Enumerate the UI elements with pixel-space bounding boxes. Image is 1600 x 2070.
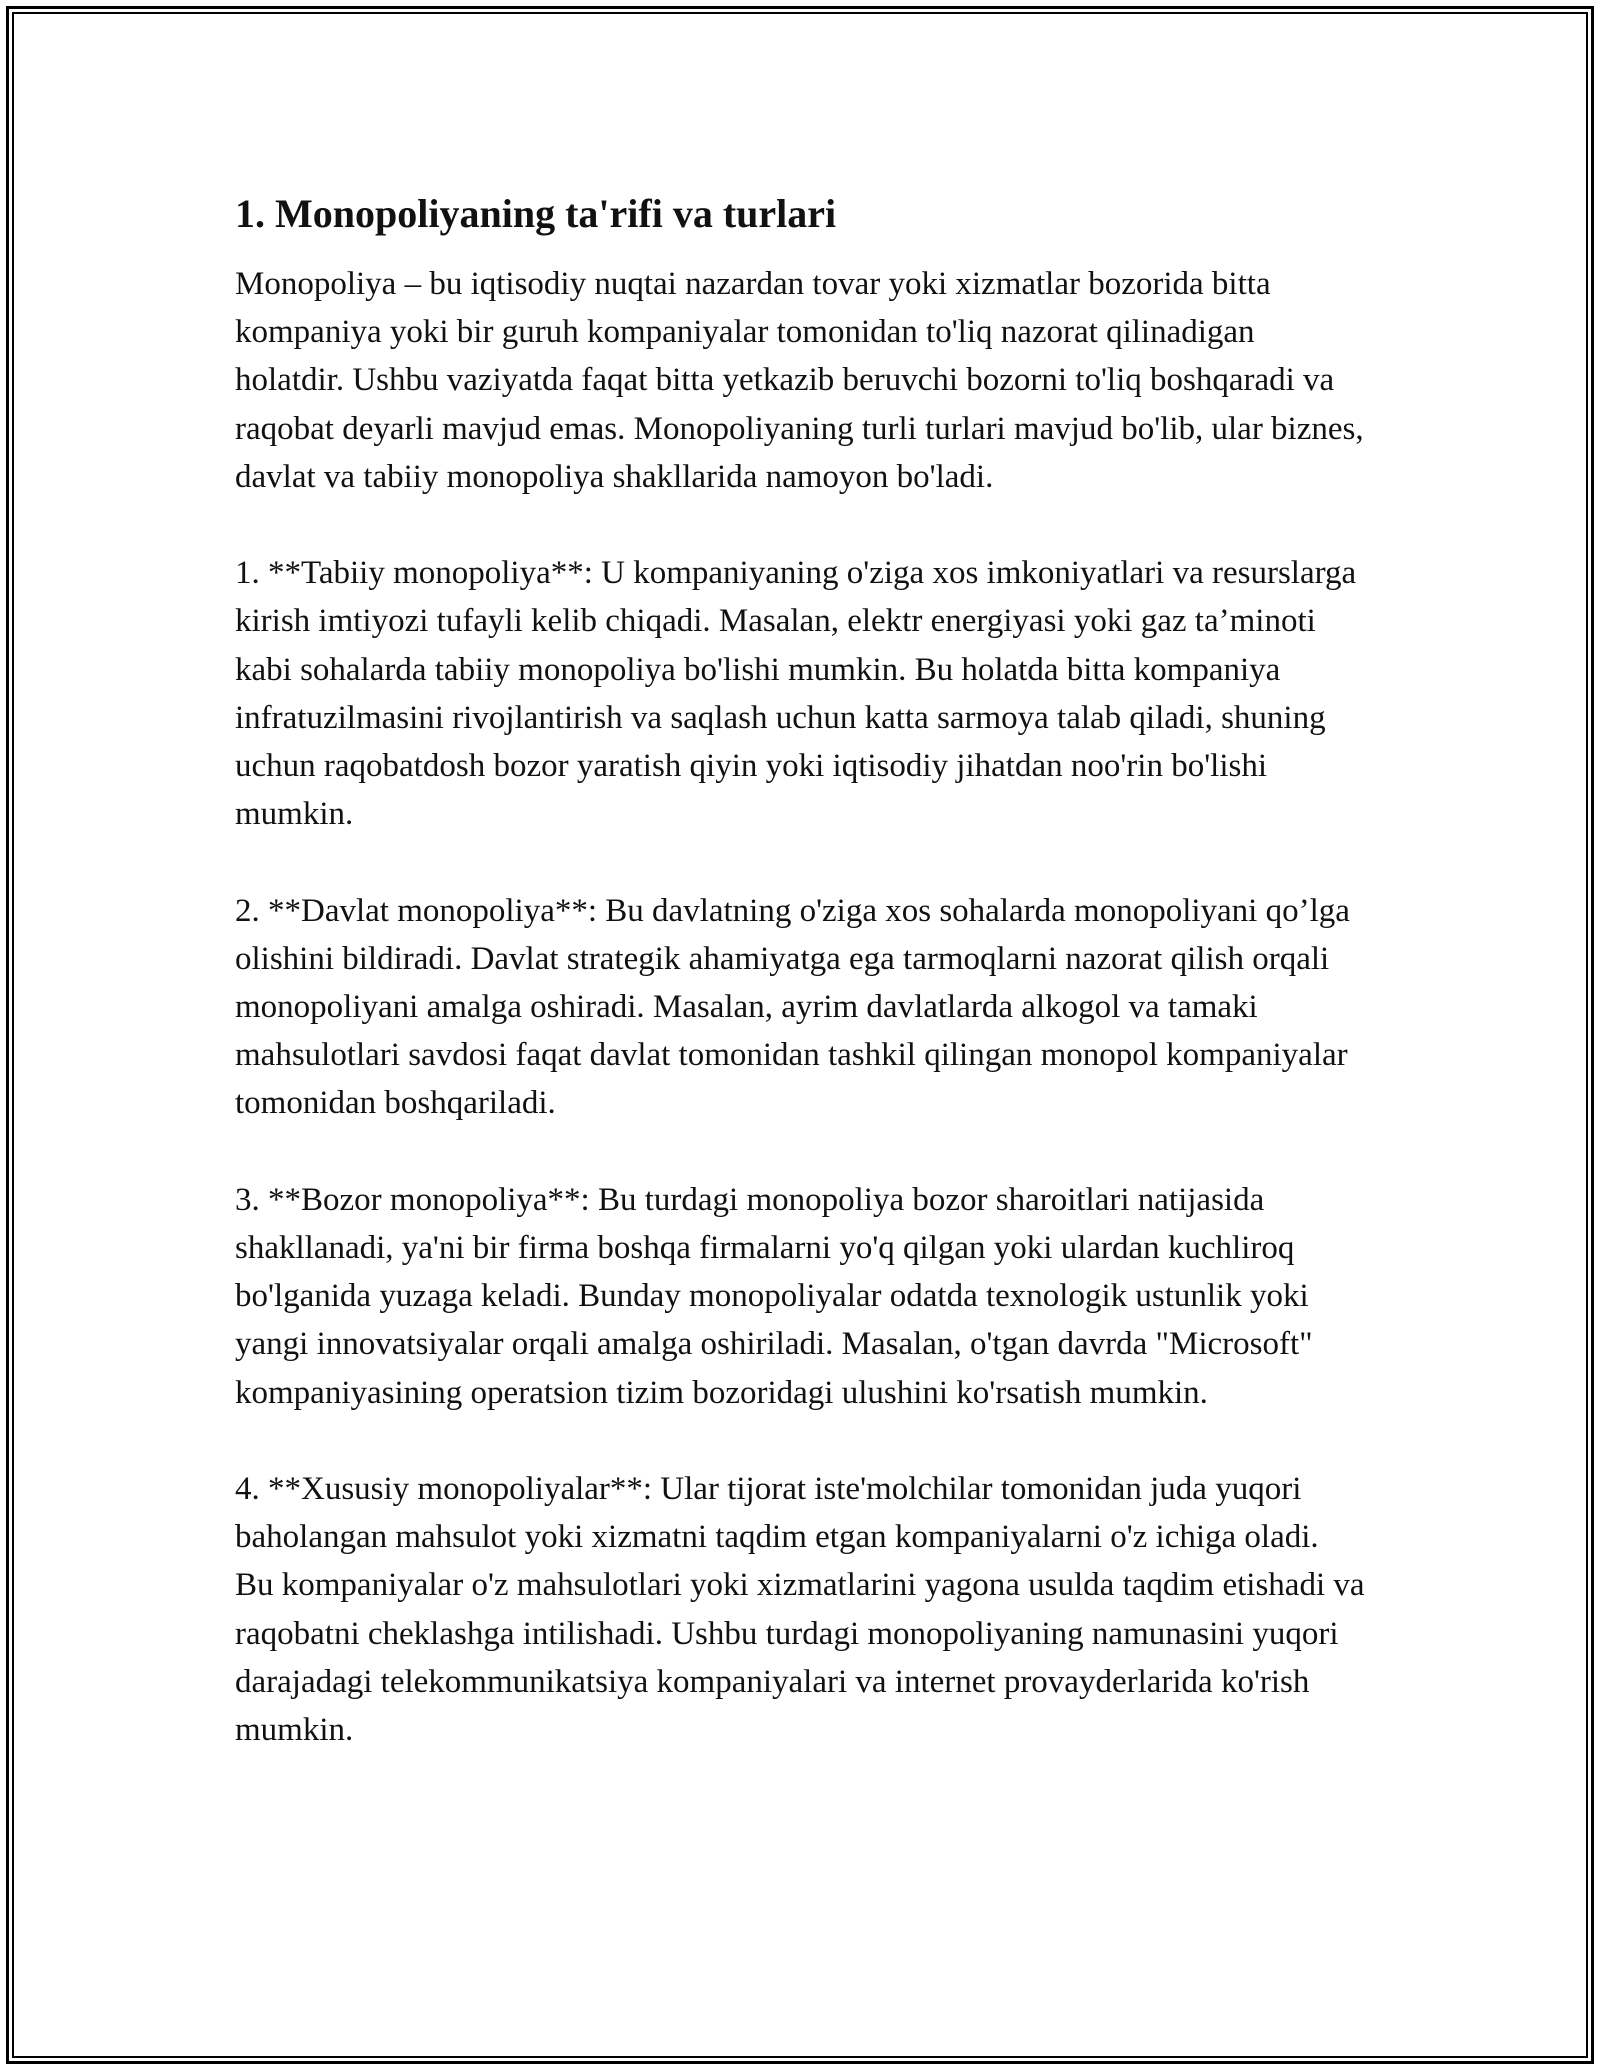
document-body (235, 186, 1365, 1754)
section-heading: 1. Monopoliyaning ta'rifi va turlari (235, 191, 837, 236)
private-monopoly-paragraph: 4. **Xususiy monopoliyalar**: Ular tijorat iste'molchilar tomonidan juda yuqori baholangan mahsulot yoki xizmatni taqdim etgan kompaniyalarni o'z ichiga oladi. Bu kompaniyalar o'z mahsulotlari yoki xizmatlarini yagona usulda taqdim etishadi va raqobatni cheklashga intilishadi. Ushbu turdagi monopoliyaning namunasini yuqori darajadagi telekommunikatsiya kompaniyalari va internet provayderlarida ko'rish mumkin. (235, 1471, 1365, 1749)
market-monopoly-paragraph: 3. **Bozor monopoliya**: Bu turdagi monopoliya bozor sharoitlari natijasida shakllanadi, ya'ni bir firma boshqa firmalarni yo'q qilgan yoki ulardan kuchliroq bo'lganida yuzaga keladi. Bunday monopoliyalar odatda texnologik ustunlik yoki yangi innovatsiyalar orqali amalga oshiriladi. Masalan, o'tgan davrda "Microsoft" kompaniyasining operatsion tizim bozoridagi ulushini ko'rsatish mumkin. (235, 1181, 1313, 1411)
natural-monopoly-paragraph: 1. **Tabiiy monopoliya**: U kompaniyaning o'ziga xos imkoniyatlari va resurslarga kirish imtiyozi tufayli kelib chiqadi. Masalan, elektr energiyasi yoki gaz ta’minoti kabi sohalarda tabiiy monopoliya bo'lishi mumkin. Bu holatda bitta kompaniya infratuzilmasini rivojlantirish va saqlash uchun katta sarmoya talab qiladi, shuning uchun raqobatdosh bozor yaratish qiyin yoki iqtisodiy jihatdan noo'rin bo'lishi mumkin. (235, 555, 1357, 833)
state-monopoly-paragraph: 2. **Davlat monopoliya**: Bu davlatning o'ziga xos sohalarda monopoliyani qo’lga olishini bildiradi. Davlat strategik ahamiyatga ega tarmoqlarni nazorat qilish orqali monopoliyani amalga oshiradi. Masalan, ayrim davlatlarda alkogol va tamaki mahsulotlari savdosi faqat davlat tomonidan tashkil qilingan monopol kompaniyalar tomonidan boshqariladi. (235, 892, 1350, 1122)
intro-paragraph: Monopoliya – bu iqtisodiy nuqtai nazardan tovar yoki xizmatlar bozorida bitta kompaniya yoki bir guruh kompaniyalar tomonidan to'liq nazorat qilinadigan holatdir. Ushbu vaziyatda faqat bitta yetkazib beruvchi bozorni to'liq boshqaradi va raqobat deyarli mavjud emas. Monopoliyaning turli turlari mavjud bo'lib, ular biznes, davlat va tabiiy monopoliya shakllarida namoyon bo'ladi. (235, 266, 1364, 495)
